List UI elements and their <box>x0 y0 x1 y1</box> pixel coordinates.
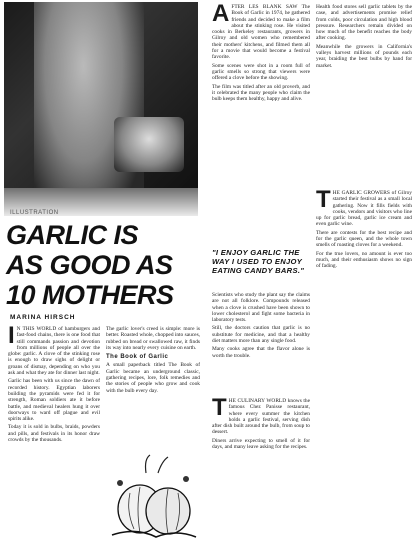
subhead: The Book of Garlic <box>106 354 169 361</box>
paragraph: The film was titled after an old proverb, and it celebrated the many people who claim the bulb keeps them healthy, happy and alive. <box>212 83 310 103</box>
paragraph: FTER LES BLANK SAW The Book of Garlic in 1974, he gathered friends and decided to make a film about the stinking rose. He visited cooks in Berkeley restaurants, growers in Gilroy and old women who remembered their mothers' kitchens, and filmed them all for a movie that would become a festival favorite. <box>212 4 310 61</box>
paragraph: Diners arrive expecting to smell of it for days, and many leave asking for the recipes. <box>212 437 310 451</box>
column-1 <box>8 326 100 544</box>
pull-quote: "I ENJOY GARLIC THE WAY I USED TO ENJOY EATING CANDY BARS." <box>212 248 305 275</box>
paragraph: N THIS WORLD of hamburgers and fast-food chains, there is one food that still commands passion and devotion from millions of people all over the globe: garlic. A clove of the stinking rose is enough to draw sighs of delight or groans of dismay, depending on who you ask and what they ate for dinner last night. <box>8 326 100 377</box>
headline-line-1: GARLIC IS <box>6 220 139 250</box>
woman-figure <box>34 2 144 216</box>
drop-cap: I <box>8 326 15 349</box>
column-3-continued <box>212 292 310 390</box>
paragraph: There are contests for the best recipe and for the garlic queen, and the whole town smells of roasting cloves for a weekend. <box>316 229 412 249</box>
column-3 <box>212 4 310 242</box>
paragraph: HE CULINARY WORLD knows the famous Chez Panisse restaurant, where every summer the kitchen holds a garlic festival, serving dish after dish built around the bulb, from soup to dessert. <box>212 398 310 436</box>
feature-photo <box>4 2 198 216</box>
column-2 <box>106 326 200 450</box>
paragraph: Many cooks agree that the flavor alone is worth the trouble. <box>212 346 310 359</box>
drop-cap: A <box>212 4 230 27</box>
column-4-section <box>316 190 412 544</box>
drop-cap: T <box>212 398 227 421</box>
paragraph: HE GARLIC GROWERS of Gilroy started their festival as a small local gathering. Now it fills fields with cooks, vendors and visitors who line up for garlic bread, garlic ice cream and even garlic wine. <box>316 190 412 228</box>
garlic-bulb-icon <box>106 453 200 541</box>
paragraph: Garlic has been with us since the dawn of recorded history. Egyptian laborers building the pyramids were fed it for strength, Roman soldiers ate it before battle, and medieval healers hung it over doorways to ward off plague and evil spirits alike. <box>8 378 100 423</box>
photo-caption: ILLUSTRATION <box>10 210 59 216</box>
column-3-section <box>212 398 310 544</box>
column-4 <box>316 4 412 154</box>
drop-cap: T <box>316 190 331 213</box>
paragraph: Still, the doctors caution that garlic is no substitute for medicine, and that a healthy diet matters more than any single food. <box>212 325 310 345</box>
paragraph: Today it is sold in bulbs, braids, powders and pills, and festivals in its honor draw crowds by the thousands. <box>8 424 100 444</box>
paragraph: Meanwhile the growers in California's valleys harvest millions of pounds each year, braiding the best bulbs by hand for market. <box>316 43 412 69</box>
headline-line-3: 10 MOTHERS <box>6 280 174 310</box>
paragraph: The garlic lover's creed is simple: more is better. Roasted whole, chopped into sauces, rubbed on bread or swallowed raw, it finds its way into nearly every cuisine on earth. <box>106 326 200 351</box>
paragraph: Scientists who study the plant say the claims are not all folklore. Compounds released when a clove is crushed have been shown to lower cholesterol and fight some bacteria in laboratory tests. <box>212 292 310 324</box>
paragraph: For the true lovers, no amount is ever too much, and their enthusiasm shows no sign of fading. <box>316 250 412 270</box>
garlic-illustration <box>106 453 200 541</box>
paragraph: A small paperback titled The Book of Garlic became an underground classic, gathering recipes, lore, folk remedies and the stories of people who grow and cook with the bulb every day. <box>106 362 200 394</box>
headline-line-2: AS GOOD AS <box>6 250 173 280</box>
article-headline <box>6 220 202 310</box>
paragraph: Some scenes were shot in a room full of garlic smells so strong that viewers were offered a clove before the showing. <box>212 62 310 82</box>
author-byline: MARINA HIRSCH <box>10 314 76 321</box>
cooking-pot <box>114 117 184 172</box>
paragraph: Health food stores sell garlic tablets by the case, and advertisements promise relief from colds, poor circulation and high blood pressure. Researchers remain divided on how much of the benefit reaches the body after cooking. <box>316 4 412 42</box>
